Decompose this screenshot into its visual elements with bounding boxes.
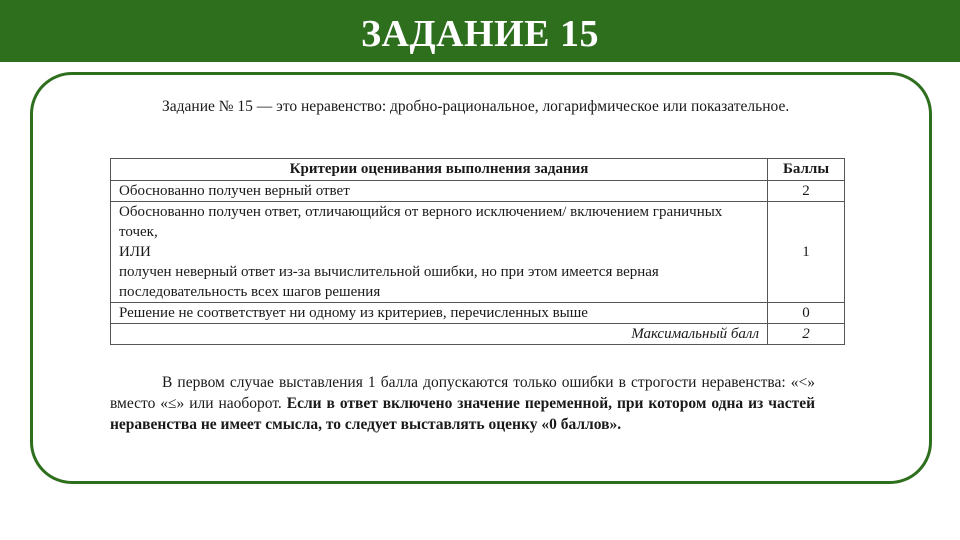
intro-paragraph: Задание № 15 — это неравенство: дробно-рациональное, логарифмическое или показательное. [162, 98, 790, 115]
criterion-text: Обоснованно получен ответ, отличающийся от верного исключением/ включением граничных точек, [119, 204, 723, 240]
score-cell: 0 [768, 303, 845, 324]
max-score-label: Максимальный балл [111, 324, 768, 345]
max-score-row [111, 324, 845, 345]
header-criteria: Критерии оценивания выполнения задания [111, 159, 768, 181]
slide-title: ЗАДАНИЕ 15 [360, 13, 600, 55]
score-cell: 2 [768, 181, 845, 202]
outro-paragraph [110, 372, 815, 435]
header-score: Баллы [768, 159, 845, 181]
table-row [111, 202, 845, 303]
criterion-cell [111, 202, 768, 303]
criterion-text: получен неверный ответ из-за вычислительной ошибки, но при этом имеется верная последовательность всех шагов решения [119, 264, 659, 300]
outro-bold-text: Если в ответ включено значение переменной, при котором одна из частей неравенства не имеет смысла, то следует выставлять оценку «0 баллов». [110, 395, 815, 433]
criterion-cell [111, 303, 768, 324]
criterion-text: Обоснованно получен верный ответ [119, 183, 350, 199]
table-header-row [111, 159, 845, 181]
table-row [111, 303, 845, 324]
max-score-value: 2 [768, 324, 845, 345]
criterion-cell [111, 181, 768, 202]
criteria-table [110, 158, 845, 345]
table-row [111, 181, 845, 202]
criterion-text: Решение не соответствует ни одному из критериев, перечисленных выше [119, 305, 588, 321]
score-cell: 1 [768, 202, 845, 303]
criterion-text: ИЛИ [119, 244, 151, 260]
outro-normal-text: В первом случае выставления 1 балла допускаются только ошибки в строгости неравенства: «<» вместо «≤» или наоборот. [110, 374, 815, 412]
